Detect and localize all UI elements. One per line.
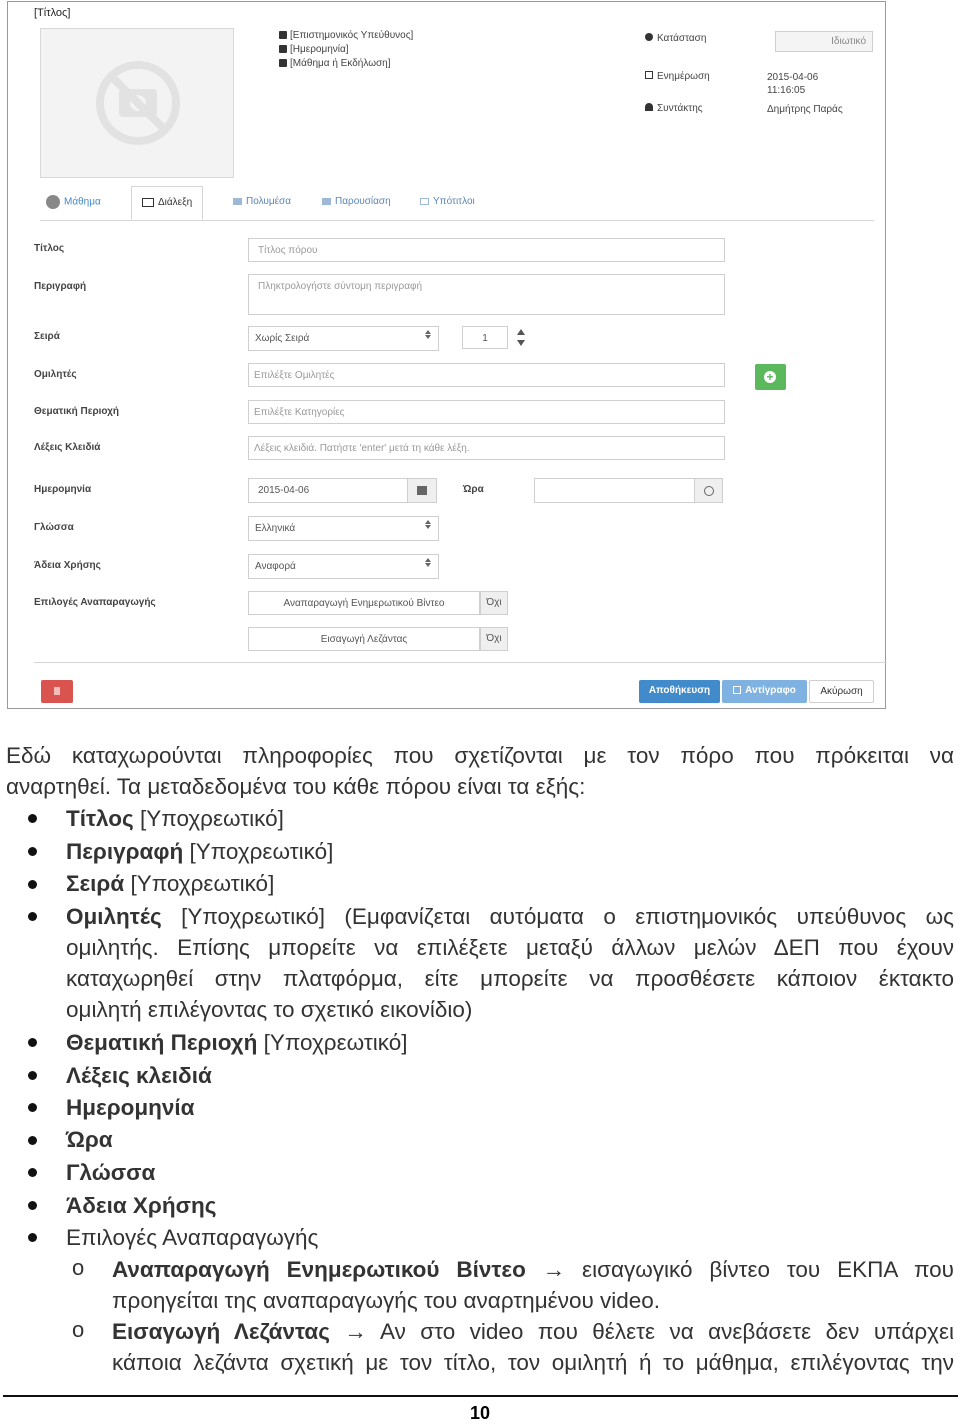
topic-label: Θεματική Περιοχή <box>34 406 120 417</box>
list-item-speakers-line-2: ομιλητής. Επίσης μπορείτε να επιλέξετε μεταξύ άλλων μελών ΔΕΠ που έχουν <box>66 935 954 960</box>
image-icon <box>322 198 331 205</box>
date-input[interactable]: 2015-04-06 <box>248 478 408 503</box>
resource-tabs <box>40 186 874 221</box>
meta-date: [Ημερομηνία] <box>290 44 349 55</box>
list-item-time: Ώρα <box>66 1127 113 1152</box>
bullet-icon <box>28 814 37 823</box>
tab-lecture[interactable]: Διάλεξη <box>131 186 203 220</box>
list-item-date: Ημερομηνία <box>66 1095 195 1120</box>
calendar-button[interactable] <box>407 478 437 503</box>
caption-value[interactable]: Όχι <box>480 627 508 651</box>
speakers-input[interactable]: Επιλέξτε Ομιλητές <box>248 363 725 387</box>
intro-line-1: Εδώ καταχωρούνται πληροφορίες που σχετίζονται με τον πόρο που πρόκειται να <box>6 743 954 768</box>
meta-course: [Μάθημα ή Εκδήλωση] <box>290 58 391 69</box>
series-label: Σειρά <box>34 331 60 342</box>
playback-label: Επιλογές Αναπαραγωγής <box>34 597 156 608</box>
meta-supervisor: [Επιστημονικός Υπεύθυνος] <box>290 30 414 41</box>
playback-intro-value[interactable]: Όχι <box>480 591 508 615</box>
sub-item-caption-line-2: κάποια λεζάντα σχετική με τον τίτλο, τον ομιλητή ή το μάθημα, επιλέγοντας την <box>112 1350 954 1375</box>
trash-icon <box>54 687 60 695</box>
list-item-keywords: Λέξεις κλειδιά <box>66 1063 212 1088</box>
copy-icon <box>733 686 741 694</box>
tab-course[interactable]: Μάθημα <box>46 195 101 209</box>
no-image-icon <box>41 29 233 177</box>
title-label: Τίτλος <box>34 243 65 254</box>
save-button[interactable]: Αποθήκευση <box>639 680 720 703</box>
license-label: Άδεια Χρήσης <box>34 560 101 571</box>
tab-subtitles[interactable]: Υπότιτλοι <box>420 196 475 207</box>
list-item-license: Άδεια Χρήσης <box>66 1193 217 1218</box>
list-item-speakers-line-1: Ομιλητές [Υποχρεωτικό] (Εμφανίζεται αυτόματα ο επιστημονικός υπεύθυνος ως <box>66 904 954 929</box>
sub-bullet-icon: o <box>72 1317 85 1342</box>
bullet-icon <box>28 1038 37 1047</box>
calendar-icon <box>417 486 427 495</box>
add-speaker-button[interactable] <box>755 364 786 390</box>
list-item-topic: Θεματική Περιοχή [Υποχρεωτικό] <box>66 1030 408 1055</box>
status-field[interactable]: Ιδιωτικό <box>775 31 873 52</box>
resource-form-screenshot <box>7 1 886 709</box>
time-input[interactable] <box>534 478 695 503</box>
copy-button[interactable]: Αντίγραφο <box>722 680 807 703</box>
tab-multimedia[interactable]: Πολυμέσα <box>233 196 291 207</box>
keywords-input[interactable]: Λέξεις κλειδιά. Πατήστε 'enter' μετά τη κάθε λέξη. <box>248 436 725 460</box>
list-item-speakers-line-3: καταχωρηθεί στην πλατφόρμα, είτε μπορείτε να προσθέσετε κάποιον έκτακτο <box>66 966 954 991</box>
monitor-icon <box>142 198 154 207</box>
time-label: Ώρα <box>463 484 484 495</box>
date-label: Ημερομηνία <box>34 484 92 495</box>
bullet-icon <box>28 1136 37 1145</box>
updated-label: Ενημέρωση <box>645 71 710 82</box>
meta-row <box>279 57 413 71</box>
series-stepper[interactable] <box>515 327 527 349</box>
intro-line-2: αναρτηθεί. Τα μεταδεδομένα του κάθε πόρου είναι τα εξής: <box>6 774 586 799</box>
subtitles-icon <box>420 198 429 205</box>
description-label: Περιγραφή <box>34 281 87 292</box>
list-item-description: Περιγραφή [Υποχρεωτικό] <box>66 839 334 864</box>
description-textarea[interactable]: Πληκτρολογήστε σύντομη περιγραφή <box>248 274 725 315</box>
meta-row <box>279 29 413 43</box>
cancel-button[interactable]: Ακύρωση <box>809 680 874 703</box>
author-value: Δημήτρης Παράς <box>767 104 843 115</box>
sub-item-intro-video-line-1: Αναπαραγωγή Ενημερωτικού Βίντεο → εισαγωγικό βίντεο του ΕΚΠΑ που <box>112 1257 954 1282</box>
bullet-icon <box>28 1071 37 1080</box>
list-item-title: Τίτλος [Υποχρεωτικό] <box>66 806 284 831</box>
sub-bullet-icon: o <box>72 1255 85 1280</box>
meta-row <box>279 43 413 57</box>
thumbnail-placeholder[interactable] <box>40 28 234 178</box>
stepper-down-icon[interactable] <box>517 340 525 346</box>
language-label: Γλώσσα <box>34 522 74 533</box>
title-input[interactable]: Τίτλος πόρου <box>248 238 725 262</box>
sub-item-caption-line-1: Εισαγωγή Λεζάντας → Αν στο video που θέλετε να ανεβάσετε δεν υπάρχει <box>112 1319 954 1344</box>
list-item-speakers-line-4: ομιλητή επιλέγοντας το σχετικό εικονίδιο) <box>66 997 473 1022</box>
caption-toggle[interactable]: Εισαγωγή Λεζάντας <box>248 627 480 651</box>
footer-divider <box>3 1395 958 1397</box>
list-item-language: Γλώσσα <box>66 1160 156 1185</box>
bullet-icon <box>28 912 37 921</box>
sub-item-intro-video-line-2: προηγείται της αναπαραγωγής του αναρτημένου video. <box>112 1288 661 1313</box>
playback-intro-toggle[interactable]: Αναπαραγωγή Ενημερωτικού Βίντεο <box>248 591 480 615</box>
page-number: 10 <box>469 1403 491 1423</box>
resource-title-heading: [Τίτλος] <box>34 7 71 19</box>
bullet-icon <box>28 1201 37 1210</box>
license-select[interactable]: Αναφορά <box>248 554 439 579</box>
course-icon <box>46 195 60 209</box>
series-number-input[interactable]: 1 <box>462 326 508 349</box>
bullet-icon <box>28 1168 37 1177</box>
resource-meta <box>279 29 413 71</box>
keywords-label: Λέξεις Κλειδιά <box>34 442 101 453</box>
user-icon <box>645 103 653 111</box>
series-select[interactable]: Χωρίς Σειρά <box>248 326 439 351</box>
form-divider <box>34 662 887 663</box>
user-icon <box>279 31 287 39</box>
tab-presentation[interactable]: Παρουσίαση <box>322 196 391 207</box>
language-select[interactable]: Ελληνικά <box>248 516 439 541</box>
check-circle-icon <box>645 33 653 41</box>
video-icon <box>233 198 242 205</box>
clock-icon <box>704 486 714 496</box>
updated-value: 2015-04-06 11:16:05 <box>767 72 819 96</box>
edit-icon <box>645 71 653 79</box>
bullet-icon <box>28 847 37 856</box>
delete-button[interactable] <box>41 680 73 703</box>
status-label: Κατάσταση <box>645 33 706 44</box>
clock-button[interactable] <box>694 478 723 503</box>
list-item-playback: Επιλογές Αναπαραγωγής <box>66 1225 319 1250</box>
stepper-up-icon[interactable] <box>517 329 525 335</box>
calendar-icon <box>279 45 287 53</box>
bullet-icon <box>28 1103 37 1112</box>
topic-input[interactable]: Επιλέξτε Κατηγορίες <box>248 400 725 424</box>
author-label: Συντάκτης <box>645 103 703 114</box>
list-item-series: Σειρά [Υποχρεωτικό] <box>66 871 275 896</box>
speakers-label: Ομιλητές <box>34 369 77 380</box>
bullet-icon <box>28 1233 37 1242</box>
bullet-icon <box>28 880 37 889</box>
book-icon <box>279 59 287 67</box>
